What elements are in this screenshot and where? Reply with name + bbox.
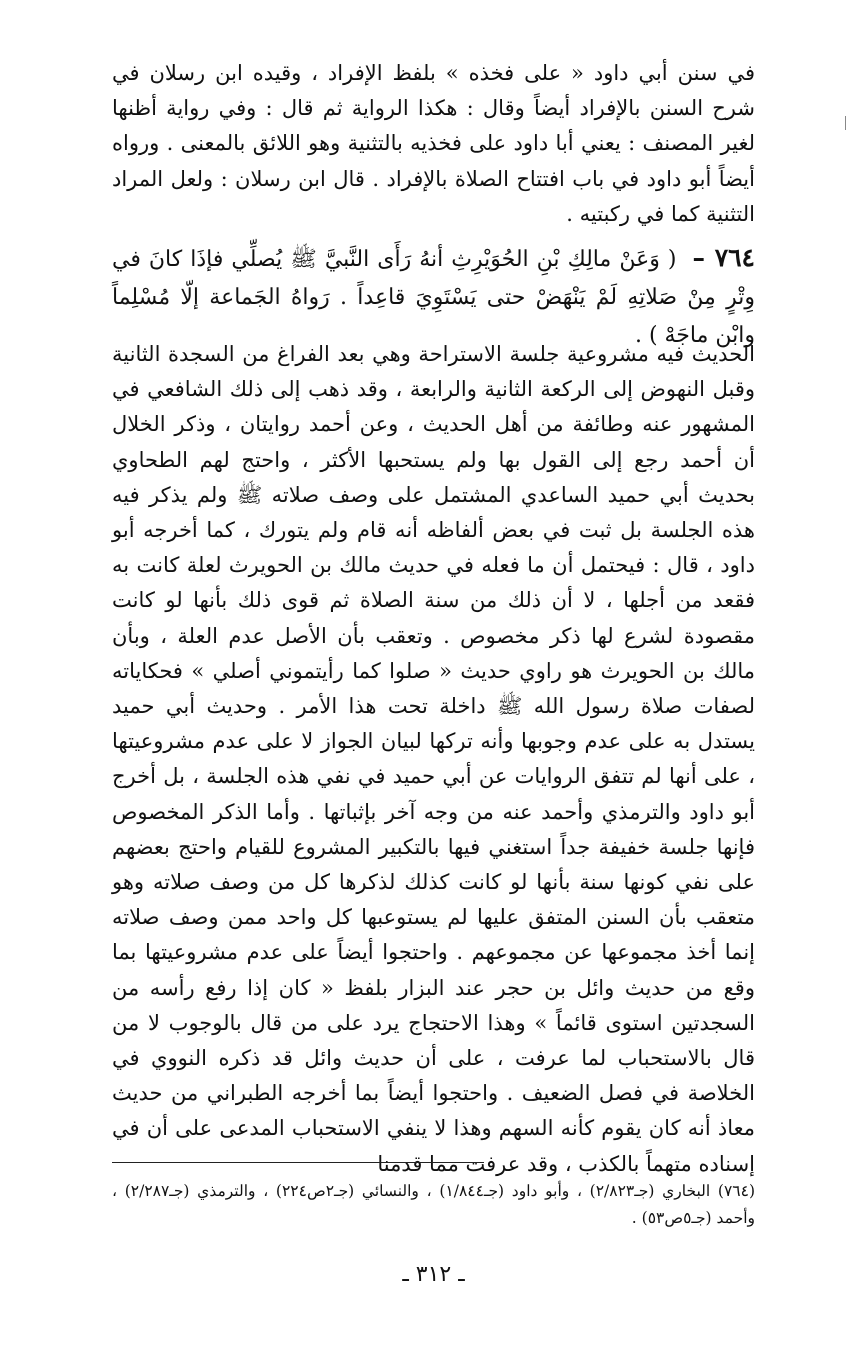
- page-number: ـ ٣١٢ ـ: [402, 1262, 465, 1287]
- footnote: (٧٦٤) البخاري (جـ٢/٨٢٣) ، وأبو داود (جـ١/٨٤٤) ، والنسائي (جـ٢ص٢٢٤) ، والترمذي (جـ٢/٢٨٧) ، وأحمد (جـ٥ص٥٣) .: [112, 1182, 755, 1227]
- margin-mark: [845, 116, 846, 130]
- hadith-text: ( وَعَنْ مالِكِ بْنِ الحُوَيْرِثِ أنهُ رَأَى النَّبيَّ ﷺ يُصلِّي فإذَا كانَ في وِتْرٍ مِنْ صَلاتِهِ لَمْ يَنْهَضْ حتى يَسْتَوِيَ قاعِداً . رَواهُ الجَماعة إلّا مُسْلِماً وابْن ماجَهْ ) .: [112, 247, 755, 348]
- intro-paragraph: في سنن أبي داود « على فخذه » بلفظ الإفراد ، وقيده ابن رسلان في شرح السنن بالإفراد أيضاً وقال : هكذا الرواية ثم قال : وفي رواية أظنها لغير المصنف : يعني أبا داود على فخذيه بالتثنية وهو اللائق بالمعنى . ورواه أيضاً أبو داود في باب افتتاح الصلاة بالإفراد . قال ابن رسلان : ولعل المراد التثنية كما في ركبتيه .: [112, 61, 755, 226]
- footnote-separator: [112, 1162, 484, 1163]
- commentary-paragraph: الحديث فيه مشروعية جلسة الاستراحة وهي بعد الفراغ من السجدة الثانية وقبل النهوض إلى الركعة الثانية والرابعة ، وقد ذهب إلى ذلك الشافعي في المشهور عنه وطائفة من أهل الحديث ، وعن أحمد روايتان ، وذكر الخلال أن أحمد رجع إلى القول بها ولم يستحبها الأكثر ، واحتج لهم الطحاوي بحديث أبي حميد الساعدي المشتمل على وصف صلاته ﷺ ولم يذكر فيه هذه الجلسة بل ثبت في بعض ألفاظه أنه قام ولم يتورك ، كما أخرجه أبو داود ، قال : فيحتمل أن ما فعله في حديث مالك بن الحويرث لعلة كانت به فقعد من أجلها ، لا أن ذلك من سنة الصلاة ثم قوى ذلك بأنها لو كانت مقصودة لشرع لها ذكر مخصوص . وتعقب بأن الأصل عدم العلة ، وبأن مالك بن الحويرث هو راوي حديث « صلوا كما رأيتموني أصلي » فحكاياته لصفات صلاة رسول الله ﷺ داخلة تحت هذا الأمر . وحديث أبي حميد يستدل به على عدم وجوبها وأنه تركها لبيان الجواز لا على عدم مشروعيتها ، على أنها لم تتفق الروايات عن أبي حميد في نفي هذه الجلسة ، بل أخرج أبو داود والترمذي وأحمد عنه من وجه آخر بإثباتها . وأما الذكر المخصوص فإنها جلسة خفيفة جداً استغني فيها بالتكبير المشروع للقيام واحتج بعضهم على نفي كونها سنة بأنها لو كانت كذلك لذكرها كل من وصف صلاته وهو متعقب بأن السنن المتفق عليها لم يستوعبها كل واحد ممن وصف صلاته إنما أخذ مجموعها عن مجموعهم . واحتجوا أيضاً على عدم مشروعيتها بما وقع من حديث وائل بن حجر عند البزار بلفظ « كان إذا رفع رأسه من السجدتين استوى قائماً » وهذا الاحتجاج يرد على من قال بالوجوب لا من قال بالاستحباب لما عرفت ، على أن حديث وائل قد ذكره النووي في الخلاصة في فصل الضعيف . واحتجوا أيضاً بما أخرجه الطبراني من حديث معاذ أنه كان يقوم كأنه السهم وهذا لا ينفي الاستحباب المدعى على أن في إسناده متهماً بالكذب ، وقد عرفت مما قدمنا: [112, 342, 755, 1176]
- hadith-number: ٧٦٤ –: [692, 243, 755, 272]
